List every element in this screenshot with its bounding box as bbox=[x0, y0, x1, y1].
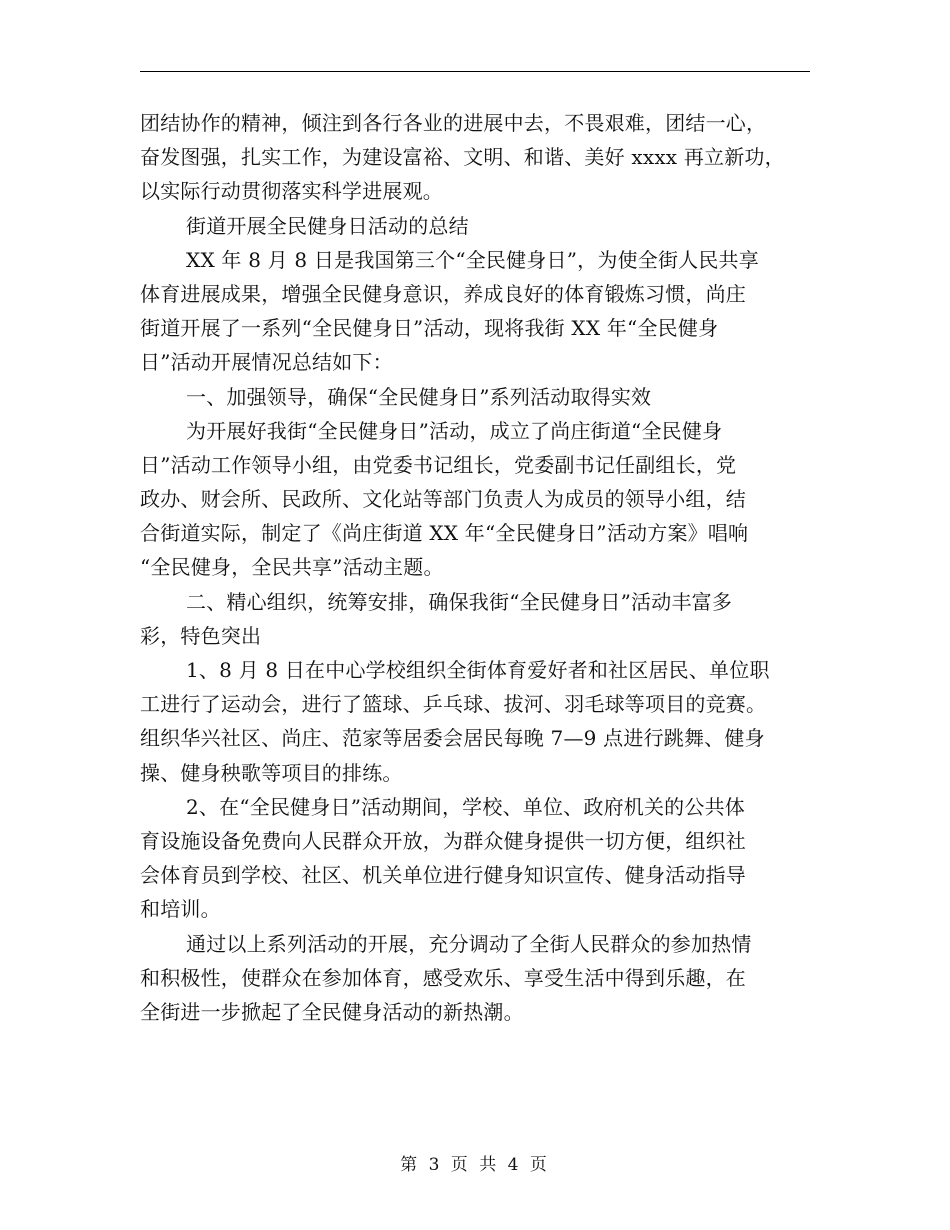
text-line: 通过以上系列活动的开展，充分调动了全街人民群众的参加热情 bbox=[186, 931, 752, 956]
text-line: 组织华兴社区、尚庄、范家等居委会居民每晚 7—9 点进行跳舞、健身 bbox=[140, 726, 765, 751]
text-line: 一、加强领导，确保“全民健身日”系列活动取得实效 bbox=[186, 384, 652, 409]
header-rule bbox=[140, 71, 810, 72]
text-line: 操、健身秧歌等项目的排练。 bbox=[140, 760, 403, 785]
text-line: 彩，特色突出 bbox=[140, 623, 262, 648]
text-line: 工进行了运动会，进行了篮球、乒乓球、拔河、羽毛球等项目的竞赛。 bbox=[140, 692, 767, 717]
text-line: 街道开展全民健身日活动的总结 bbox=[186, 213, 469, 238]
text-line: 二、精心组织，统筹安排，确保我街“全民健身日”活动丰富多 bbox=[186, 589, 733, 614]
text-line: XX 年 8 月 8 日是我国第三个“全民健身日”，为使全街人民共享 bbox=[186, 247, 759, 272]
text-line: 和培训。 bbox=[140, 897, 221, 922]
text-line: 日”活动工作领导小组，由党委书记组长，党委副书记任副组长，党 bbox=[140, 452, 737, 477]
text-line: 团结协作的精神，倾注到各行各业的进展中去，不畏艰难，团结一心， bbox=[140, 111, 767, 135]
text-line: 体育进展成果，增强全民健身意识，养成良好的体育锻炼习惯，尚庄 bbox=[140, 281, 746, 306]
text-line: 2、在“全民健身日”活动期间，学校、单位、政府机关的公共体 bbox=[186, 794, 745, 819]
text-line: 和积极性，使群众在参加体育，感受欢乐、享受生活中得到乐趣，在 bbox=[140, 965, 746, 990]
text-line: 以实际行动贯彻落实科学进展观。 bbox=[140, 179, 443, 204]
text-line: 政办、财会所、民政所、文化站等部门负责人为成员的领导小组，结 bbox=[140, 487, 746, 512]
page-number: 第 3 页 共 4 页 bbox=[400, 1155, 550, 1175]
text-line: 全街进一步掀起了全民健身活动的新热潮。 bbox=[140, 999, 524, 1024]
text-line: “全民健身，全民共享”活动主题。 bbox=[140, 555, 444, 580]
text-line: 日”活动开展情况总结如下： bbox=[140, 350, 393, 375]
text-line: 1、8 月 8 日在中心学校组织全街体育爱好者和社区居民、单位职 bbox=[186, 658, 770, 682]
text-line: 育设施设备免费向人民群众开放，为群众健身提供一切方便，组织社 bbox=[140, 828, 746, 853]
text-line: 合街道实际，制定了《尚庄街道 XX 年“全民健身日”活动方案》唱响 bbox=[140, 521, 749, 546]
text-line: 街道开展了一系列“全民健身日”活动，现将我街 XX 年“全民健身 bbox=[140, 316, 719, 341]
text-line: 为开展好我街“全民健身日”活动，成立了尚庄街道“全民健身 bbox=[186, 418, 723, 443]
document-body bbox=[140, 106, 812, 1029]
text-line: 会体育员到学校、社区、机关单位进行健身知识宣传、健身活动指导 bbox=[140, 863, 746, 888]
text-line: 奋发图强，扎实工作，为建设富裕、文明、和谐、美好 xxxx 再立新功， bbox=[140, 145, 785, 170]
